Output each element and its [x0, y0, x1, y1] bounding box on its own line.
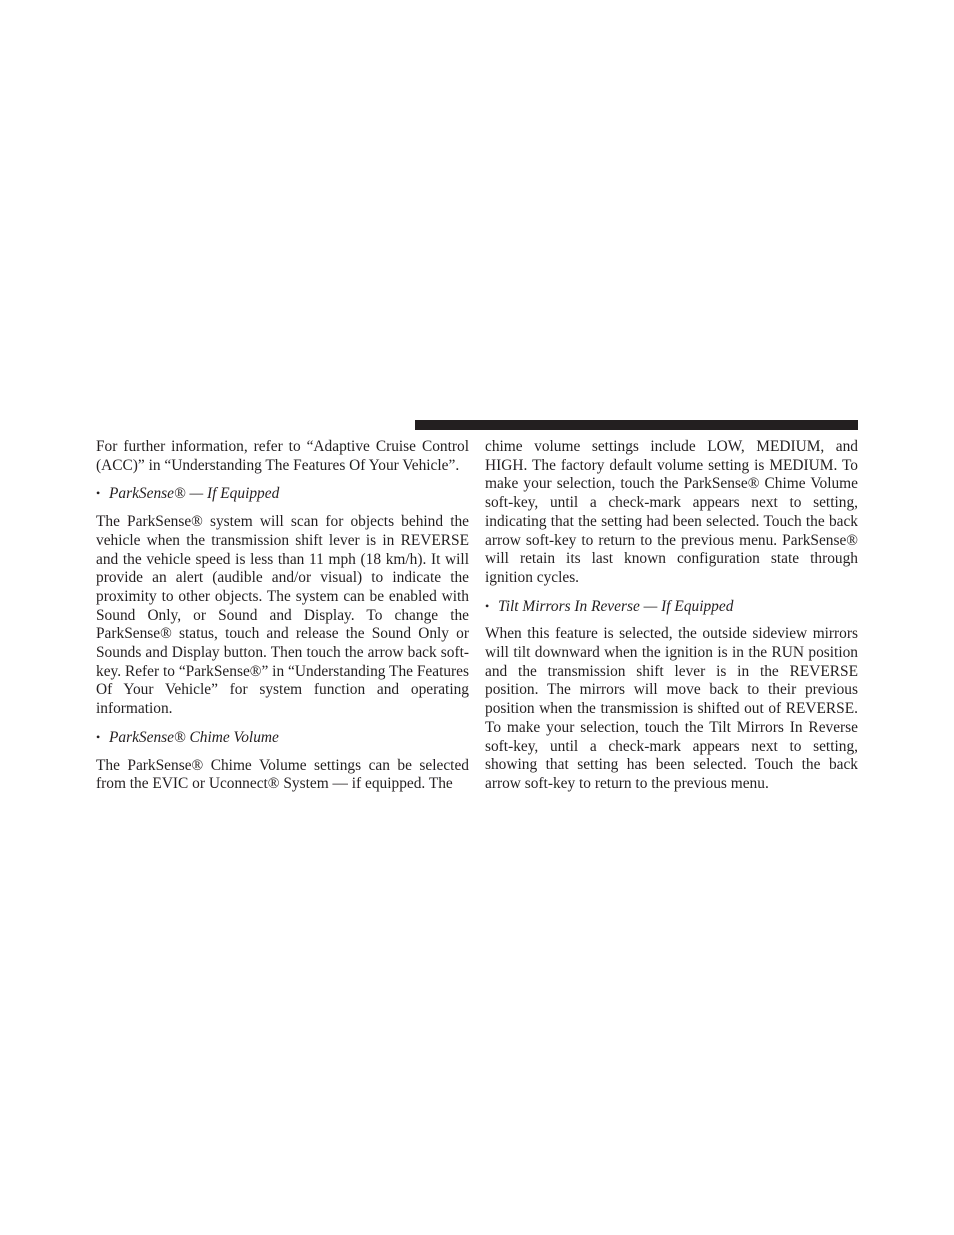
left-column	[96, 438, 469, 803]
paragraph-chime-volume-continued: chime volume settings include LOW, MEDIUM, and HIGH. The factory default volume setting is MEDIUM. To make your selection, touch the ParkSense® Chime Volume soft-key, until a check-mark appears next to setting, indicating that the setting had been selected. Touch the back arrow soft-key to return to the previous menu. ParkSense® will retain its last known configuration state through ignition cycles.	[485, 438, 858, 586]
bullet-icon: •	[96, 486, 101, 501]
paragraph-chime-volume-start: The ParkSense® Chime Volume settings can be selected from the EVIC or Uconnect® System — if equipped. The	[96, 756, 469, 793]
bullet-tilt-mirrors-label: Tilt Mirrors In Reverse — If Equipped	[498, 597, 734, 615]
section-header-bar	[415, 420, 858, 430]
bullet-chime-volume-label: ParkSense® Chime Volume	[109, 728, 279, 746]
right-column	[485, 438, 858, 803]
bullet-parksense-heading	[96, 484, 469, 504]
bullet-parksense-label: ParkSense® — If Equipped	[109, 485, 280, 503]
bullet-icon: •	[96, 729, 101, 744]
bullet-chime-volume-heading	[96, 728, 469, 748]
paragraph-acc-reference: For further information, refer to “Adaptive Cruise Control (ACC)” in “Understanding The Features Of Your Vehicle”.	[96, 438, 469, 474]
bullet-tilt-mirrors-heading	[485, 597, 858, 617]
bullet-icon: •	[485, 598, 490, 613]
paragraph-parksense: The ParkSense® system will scan for objects behind the vehicle when the transmission shift lever is in REVERSE and the vehicle speed is less than 11 mph (18 km/h). It will provide an alert (audible and/or visual) to indicate the proximity to other objects. The system can be enabled with Sound Only, or Sound and Display. To change the ParkSense® status, touch and release the Sound Only or Sounds and Display button. Then touch the arrow back soft-key. Refer to “ParkSense®” in “Understanding The Features Of Your Vehicle” for system function and operating information.	[96, 513, 469, 718]
paragraph-tilt-mirrors: When this feature is selected, the outside sideview mirrors will tilt downward when the ignition is in the RUN position and the transmission shift lever is in the REVERSE position. The mirrors will move back to their previous position when the transmission is shifted out of REVERSE. To make your selection, touch the Tilt Mirrors In Reverse soft-key, until a check-mark appears next to setting, showing that setting has been selected. Touch the back arrow soft-key to return to the previous menu.	[485, 625, 858, 792]
